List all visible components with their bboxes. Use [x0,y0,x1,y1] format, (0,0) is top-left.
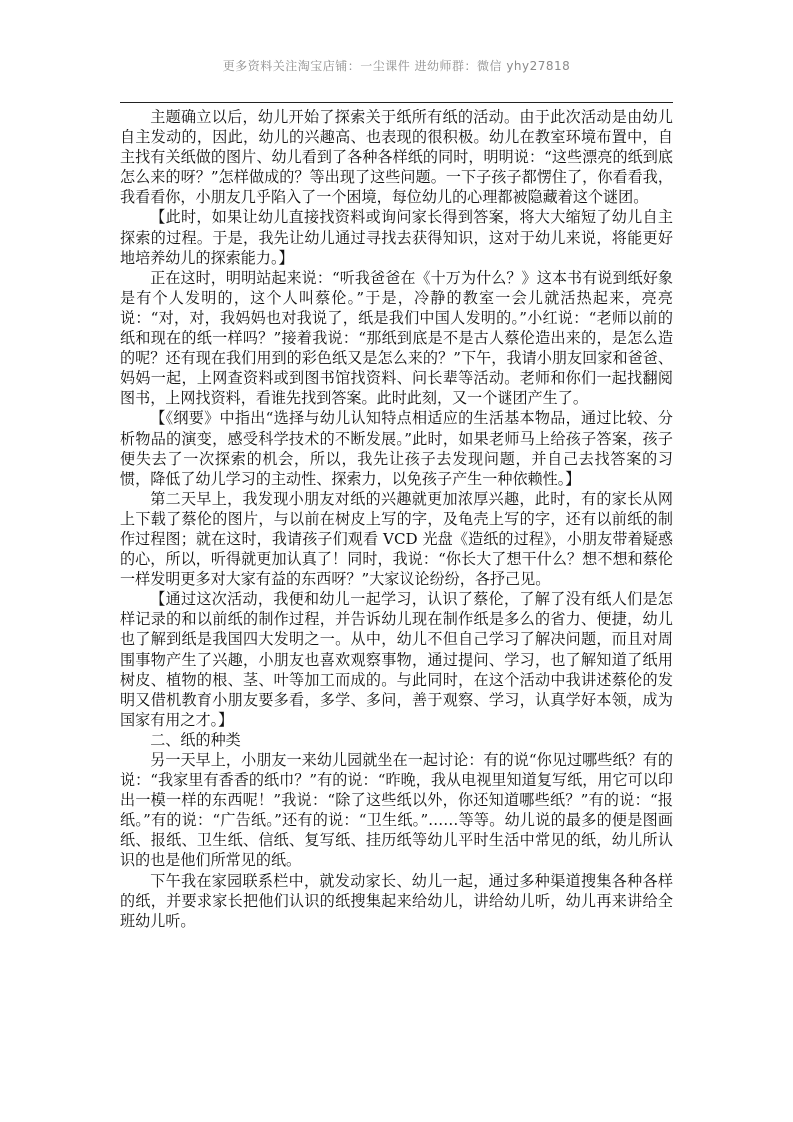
section-heading: 二、纸的种类 [150,730,241,749]
paragraph: 另一天早上，小朋友一来幼儿园就坐在一起讨论：有的说“你见过哪些纸？有的说：“我家里有香香的纸巾？”有的说：“昨晚，我从电视里知道复写纸，用它可以印出一模一样的东西呢！”我说：“除了这些纸以外，你还知道哪些纸？”有的说：“报纸。”有的说：“广告纸。”还有的说：“卫生纸。”……等等。幼儿说的最多的便是图画纸、报纸、卫生纸、信纸、复写纸、挂历纸等幼儿平时生活中常见的纸，幼儿所认识的也是他们所常见的纸。 [120,751,673,870]
paragraph: 【《纲要》中指出“选择与幼儿认知特点相适应的生活基本物品，通过比较、分析物品的演变，感受科学技术的不断发展。”此时，如果老师马上给孩子答案，孩子便失去了一次探索的机会，所以，我先让孩子去发现问题，并自己去找答案的习惯，降低了幼儿学习的主动性、探索力，以免孩子产生一种依赖性。】 [120,409,673,488]
paragraph: 【通过这次活动，我便和幼儿一起学习，认识了蔡伦，了解了没有纸人们是怎样记录的和以前纸的制作过程，并告诉幼儿现在制作纸是多么的省力、便捷，幼儿也了解到纸是我国四大发明之一。从中，幼儿不但自己学习了解决问题，而且对周围事物产生了兴趣，小朋友也喜欢观察事物，通过提问、学习，也了解知道了纸用树皮、植物的根、茎、叶等加工而成的。与此同时，在这个活动中我讲述蔡伦的发明又借机教育小朋友要多看，多学、多问，善于观察、学习，认真学好本领，成为国家有用之才。】 [120,590,673,729]
paragraph: 主题确立以后，幼儿开始了探索关于纸所有纸的活动。由于此次活动是由幼儿自主发动的，因此，幼儿的兴趣高、也表现的很积极。幼儿在教室环境布置中，自主找有关纸做的图片、幼儿看到了各种各样纸的同时，明明说：“这些漂亮的纸到底怎么来的呀？”怎样做成的？等出现了这些问题。一下子孩子都愣住了，你看看我，我看看你，小朋友几乎陷入了一个困境，每位幼儿的心理都被隐藏着这个谜团。 [120,108,673,207]
paragraph: 第二天早上，我发现小朋友对纸的兴趣就更加浓厚兴趣，此时，有的家长从网上下载了蔡伦的图片，与以前在树皮上写的字，及龟壳上写的字，还有以前纸的制作过程图；就在这时，我请孩子们观看 VCD 光盘《造纸的过程》，小朋友带着疑惑的心，所以，听得就更加认真了！同时，我说：“你长大了想干什么？想不想和蔡伦一样发明更多对大家有益的东西呀？”大家议论纷纷，各抒己见。 [120,489,673,589]
paragraph: 【此时，如果让幼儿直接找资料或询问家长得到答案，将大大缩短了幼儿自主探索的过程。于是，我先让幼儿通过寻找去获得知识，这对于幼儿来说，将能更好地培养幼儿的探索能力。】 [120,208,673,267]
document-body [120,107,673,931]
header-divider [120,102,673,103]
paragraph: 正在这时，明明站起来说：“听我爸爸在《十万为什么？》这本书有说到纸好象是有个人发明的，这个人叫蔡伦。”于是，冷静的教室一会儿就活热起来，亮亮说：“对，对，我妈妈也对我说了，纸是我们中国人发明的。”小红说：“老师以前的纸和现在的纸一样吗？”接着我说：“那纸到底是不是古人蔡伦造出来的，是怎么造的呢？还有现在我们用到的彩色纸又是怎么来的？”下午，我请小朋友回家和爸爸、妈妈一起，上网查资料或到图书馆找资料、问长辈等活动。老师和你们一起找翻阅图书，上网找资料，看谁先找到答案。此时此刻，又一个谜团产生了。 [120,268,673,408]
paragraph: 下午我在家园联系栏中，就发动家长、幼儿一起，通过多种渠道搜集各种各样的纸，并要求家长把他们认识的纸搜集起来给幼儿，讲给幼儿听，幼儿再来讲给全班幼儿听。 [120,871,673,930]
page-header: 更多资料关注淘宝店铺：一尘课件 进幼师群：微信 yhy27818 [222,59,571,73]
